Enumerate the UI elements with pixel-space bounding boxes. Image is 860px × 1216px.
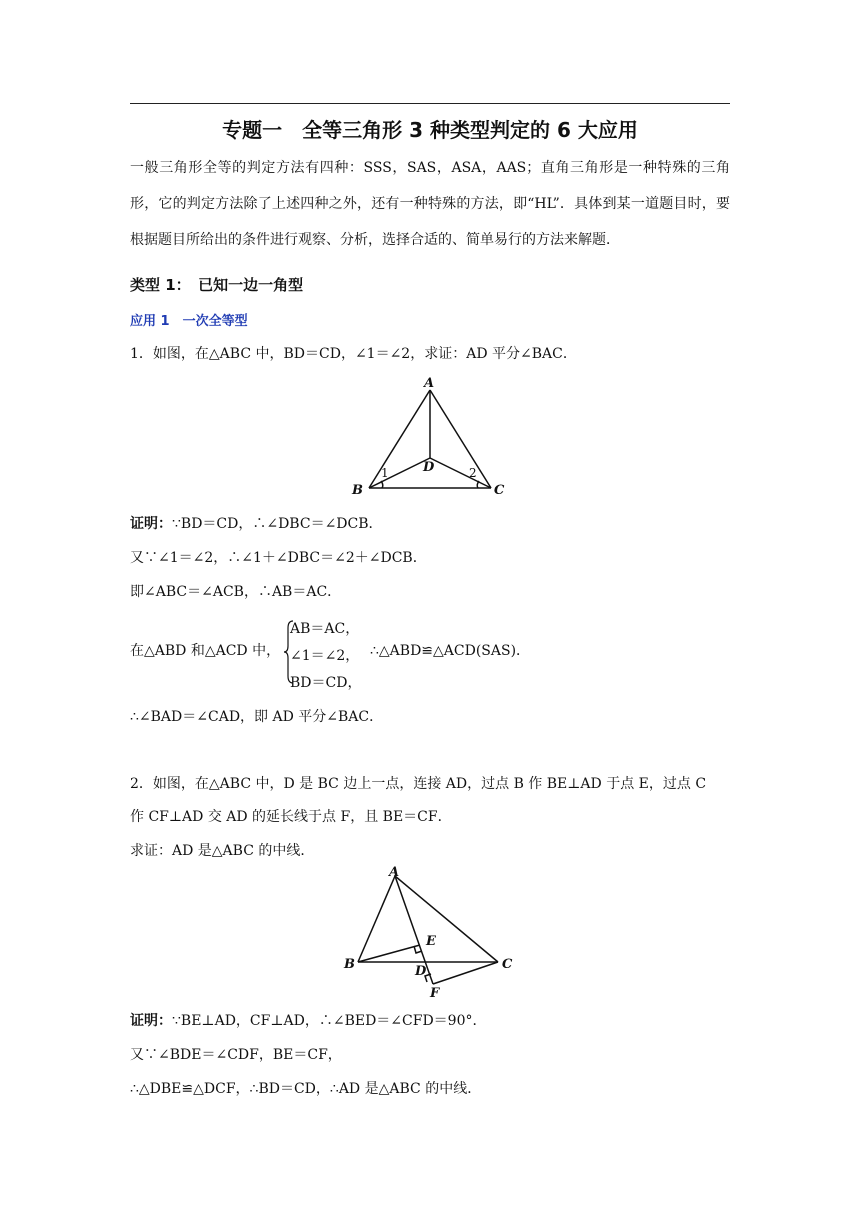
q2-label-D: D: [415, 964, 427, 979]
q1-label-B: B: [352, 483, 363, 498]
q2-label-A: A: [389, 865, 400, 880]
q1-proof-line3: 即∠ABC＝∠ACB，∴AB＝AC．: [130, 584, 342, 600]
page-title: 专题一 全等三角形 3 种类型判定的 6 大应用: [222, 118, 638, 142]
q1-figure: [340, 372, 520, 500]
type1-heading: 类型 1： 已知一边一角型: [130, 276, 304, 294]
q2-label-C: C: [502, 957, 513, 972]
q1-in-triangles: 在△ABD 和△ACD 中，: [130, 643, 281, 659]
q2-proof-line2: 又∵∠BDE＝∠CDF，BE＝CF，: [130, 1047, 342, 1063]
q1-brace-conclusion: ∴△ABD≌△ACD(SAS)．: [370, 643, 531, 659]
q2-stem-line2: 作 CF⊥AD 交 AD 的延长线于点 F，且 BE＝CF．: [130, 809, 452, 825]
q1-brace-item: AB＝AC，: [290, 621, 360, 637]
q1-brace-item: ∠1＝∠2，: [290, 648, 360, 664]
q2-proof-line3: ∴△DBE≌△DCF，∴BD＝CD，∴AD 是△ABC 的中线．: [130, 1081, 482, 1097]
q1-stem: 1．如图，在△ABC 中，BD＝CD，∠1＝∠2，求证：AD 平分∠BAC．: [130, 346, 577, 362]
q1-label-A: A: [424, 376, 435, 391]
q1-conclusion: ∴∠BAD＝∠CAD，即 AD 平分∠BAC．: [130, 709, 384, 725]
application1-heading: 应用 1 一次全等型: [130, 314, 248, 329]
q1-label-2: 2: [469, 466, 477, 480]
intro-paragraph: 一般三角形全等的判定方法有四种：SSS，SAS，ASA，AAS；直角三角形是一种特殊的三角形，它的判定方法除了上述四种之外，还有一种特殊的方法，即“HL”．具体到某一道题目时，要根据题目所给出的条件进行观察、分析，选择合适的、简单易行的方法来解题．: [130, 160, 730, 248]
q1-brace-conditions: [290, 616, 361, 697]
q1-label-D: D: [423, 460, 435, 475]
q2-label-F: F: [430, 986, 440, 1001]
q1-proof-line1: 证明：∵BD＝CD，∴∠DBC＝∠DCB．: [130, 516, 383, 532]
header-rule: [130, 103, 730, 104]
q1-brace-item: BD＝CD，: [290, 675, 362, 691]
q1-label-C: C: [494, 483, 505, 498]
q1-label-1: 1: [381, 466, 389, 480]
q2-label-E: E: [426, 934, 436, 949]
q2-proof-line1: 证明：∵BE⊥AD，CF⊥AD，∴∠BED＝∠CFD＝90°．: [130, 1013, 487, 1029]
q2-figure: [340, 862, 530, 1002]
q2-stem-line3: 求证：AD 是△ABC 的中线．: [130, 843, 315, 859]
q2-label-B: B: [344, 957, 355, 972]
q2-stem-line1: 2．如图，在△ABC 中，D 是 BC 边上一点，连接 AD，过点 B 作 BE⊥AD 于点 E，过点 C: [130, 776, 707, 792]
q1-proof-line2: 又∵∠1＝∠2，∴∠1＋∠DBC＝∠2＋∠DCB．: [130, 550, 427, 566]
